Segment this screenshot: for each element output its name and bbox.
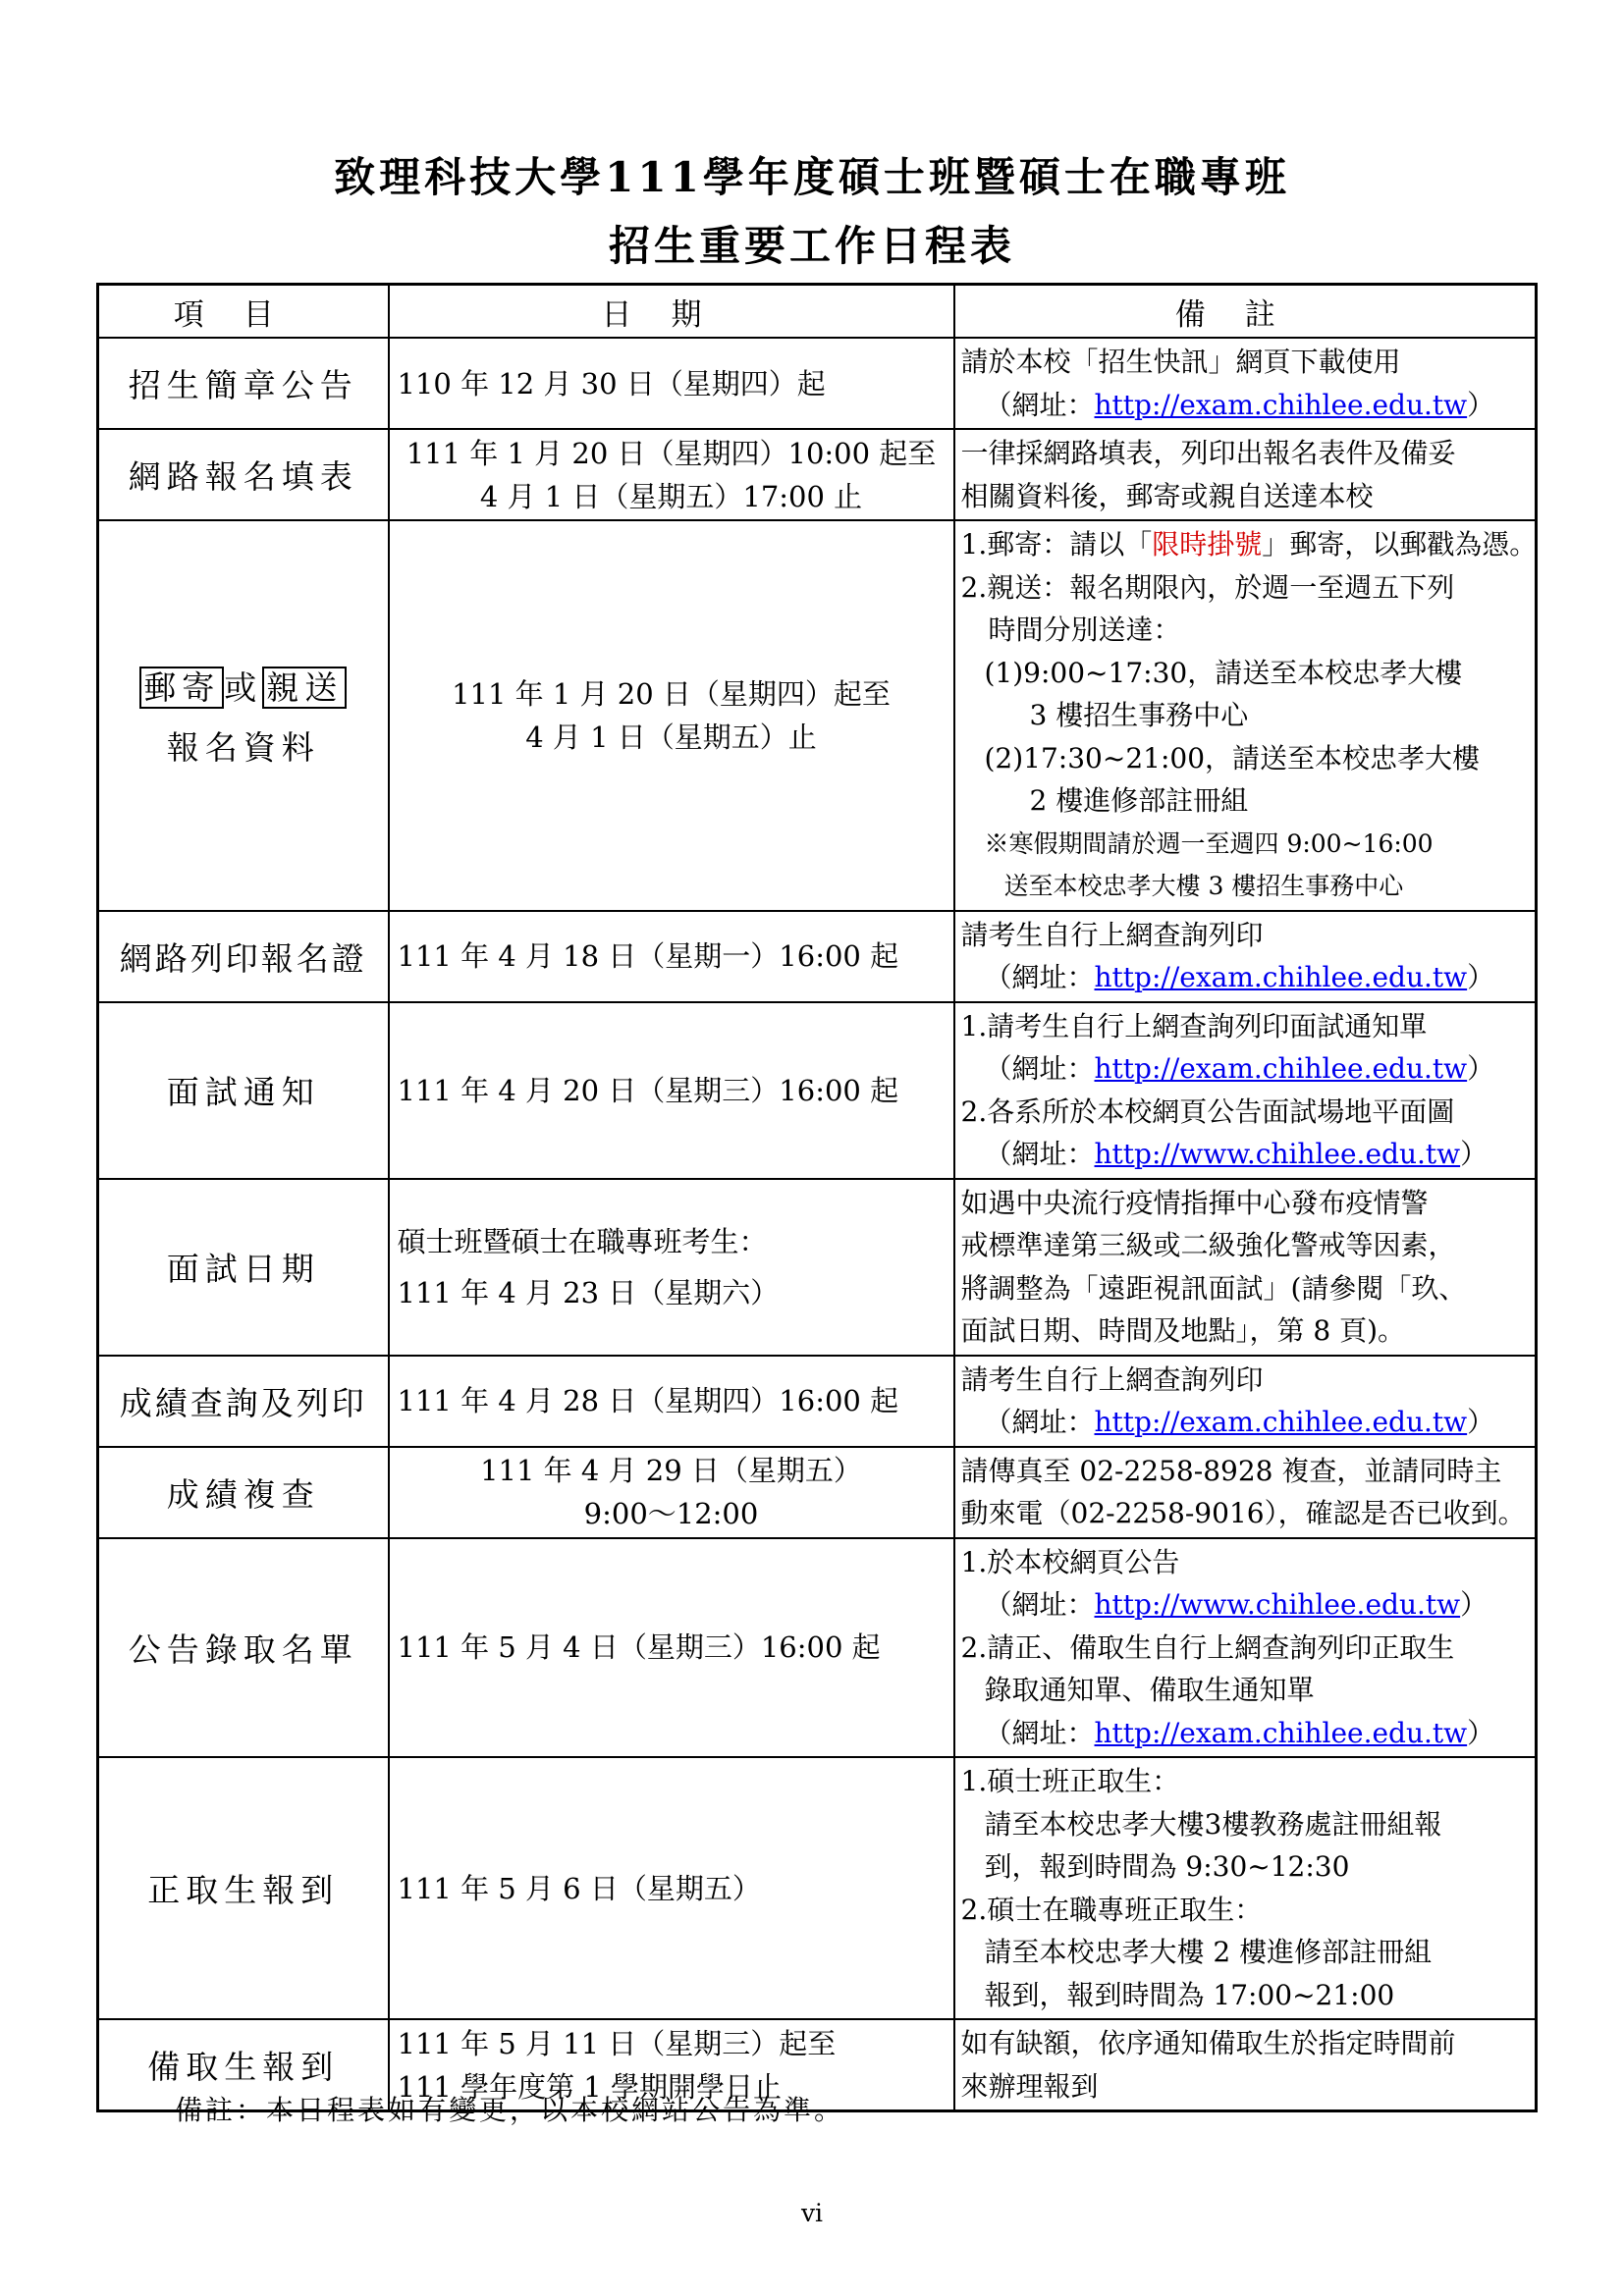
note-line: 請考生自行上網查詢列印 (960, 918, 1264, 951)
exam-url-link[interactable]: http://exam.chihlee.edu.tw (1094, 388, 1468, 421)
boxed-mail: 郵寄 (139, 667, 224, 709)
date-line: 111 年 5 月 6 日（星期五） (397, 1871, 761, 1905)
header-note: 備註 (954, 285, 1537, 339)
date-cell (389, 1757, 954, 2019)
exam-url-link[interactable]: http://exam.chihlee.edu.tw (1094, 961, 1468, 993)
note-line: 戒標準達第三級或二級強化警戒等因素， (960, 1229, 1456, 1261)
table-row (98, 1179, 1537, 1356)
note-line (961, 1133, 1532, 1176)
url-suffix: ） (1467, 1052, 1495, 1085)
note-line: 如有缺額，依序通知備取生於指定時間前 (960, 2027, 1456, 2059)
note-line: 2.親送：報名期限內，於週一至週五下列 (960, 570, 1455, 604)
note-line: 面試日期、時間及地點」，第 8 頁)。 (960, 1314, 1406, 1347)
item-cell: 面試日期 (98, 1179, 389, 1356)
note-cell (954, 2019, 1537, 2111)
note-cell (954, 1538, 1537, 1758)
url-prefix: （網址： (984, 1138, 1095, 1170)
item-cell: 成績查詢及列印 (98, 1356, 389, 1447)
date-cell (389, 338, 954, 429)
table-row (98, 911, 1537, 1002)
exam-url-link[interactable]: http://exam.chihlee.edu.tw (1094, 1406, 1468, 1438)
item-cell (98, 520, 389, 911)
www-url-link[interactable]: http://www.chihlee.edu.tw (1094, 1138, 1461, 1170)
date-line: 9:00～12:00 (583, 1497, 759, 1530)
item-cell: 面試通知 (98, 1002, 389, 1179)
note-cell (954, 520, 1537, 911)
table-row (98, 1757, 1537, 2019)
date-line: 111 年 5 月 11 日（星期三）起至 (397, 2026, 837, 2060)
note-line (961, 1401, 1532, 1444)
page-number: vi (800, 2199, 824, 2227)
note-line: 請至本校忠孝大樓 2 樓進修部註冊組 (984, 1936, 1433, 1968)
note-line: 請於本校「招生快訊」網頁下載使用 (960, 346, 1401, 378)
note-line (961, 384, 1532, 427)
note-line (960, 523, 1538, 566)
table-row (98, 1356, 1537, 1447)
item-cell: 公告錄取名單 (98, 1538, 389, 1758)
date-line: 111 年 4 月 28 日（星期四）16:00 起 (397, 1384, 899, 1417)
date-line: 111 年 5 月 4 日（星期三）16:00 起 (397, 1630, 881, 1665)
url-suffix: ） (1467, 388, 1495, 421)
note-line: 請至本校忠孝大樓3樓教務處註冊組報 (984, 1807, 1442, 1841)
registered-mail-highlight: 限時掛號 (1152, 528, 1263, 561)
date-cell (389, 429, 954, 520)
www-url-link[interactable]: http://www.chihlee.edu.tw (1094, 1588, 1461, 1621)
note-line: 來辦理報到 (960, 2069, 1099, 2103)
url-suffix: ） (1467, 1716, 1495, 1749)
header-item: 項目 (98, 285, 389, 339)
note-text: 1.郵寄：請以「 (960, 528, 1153, 561)
table-row (98, 1447, 1537, 1538)
note-line: 時間分別送達： (988, 614, 1181, 646)
note-cell (954, 1447, 1537, 1538)
note-line: 2.碩士在職專班正取生： (960, 1893, 1263, 1926)
url-prefix: （網址： (984, 961, 1095, 993)
item-cell: 招生簡章公告 (98, 338, 389, 429)
note-cell (954, 1356, 1537, 1447)
note-line: 3 樓招生事務中心 (1029, 699, 1249, 731)
note-line (961, 1712, 1532, 1755)
note-line: 送至本校忠孝大樓 3 樓招生事務中心 (1003, 872, 1404, 900)
document-title-line2: 招生重要工作日程表 (608, 222, 1015, 270)
date-line: 碩士班暨碩士在職專班考生： (397, 1224, 768, 1258)
date-cell (389, 1002, 954, 1179)
item-cell: 網路列印報名證 (98, 911, 389, 1002)
note-line: 2.各系所於本校網頁公告面試場地平面圖 (960, 1095, 1455, 1128)
date-line: 111 年 4 月 18 日（星期一）16:00 起 (397, 939, 899, 973)
note-line: (2)17:30~21:00，請送至本校忠孝大樓 (984, 741, 1481, 774)
url-prefix: （網址： (984, 1406, 1095, 1438)
table-row (98, 520, 1537, 911)
date-line: 4 月 1 日（星期五）17:00 止 (479, 479, 863, 513)
date-line: 111 年 4 月 20 日（星期三）16:00 起 (397, 1073, 899, 1107)
date-cell (389, 520, 954, 911)
note-line: ※寒假期間請於週一至週四 9:00~16:00 (984, 828, 1434, 858)
item-or: 或 (224, 667, 263, 707)
note-line: 請傳真至 02-2258-8928 複查，並請同時主 (960, 1454, 1502, 1487)
url-suffix: ） (1460, 1138, 1489, 1170)
table-row (98, 338, 1537, 429)
schedule-table (96, 283, 1538, 2112)
date-line: 110 年 12 月 30 日（星期四）起 (397, 366, 826, 400)
note-line: 動來電（02-2258-9016），確認是否已收到。 (960, 1497, 1526, 1529)
note-line: 到，報到時間為 9:30~12:30 (984, 1850, 1350, 1883)
footnote: 備註：本日程表如有變更，以本校網站公告為準。 (175, 2094, 845, 2126)
url-prefix: （網址： (984, 1052, 1095, 1085)
note-text: 」郵寄，以郵戳為憑。 (1262, 528, 1538, 561)
note-line: 請考生自行上網查詢列印 (960, 1362, 1264, 1396)
note-cell (954, 1179, 1537, 1356)
url-suffix: ） (1467, 961, 1495, 993)
date-cell (389, 1538, 954, 1758)
note-cell (954, 1002, 1537, 1179)
date-cell (389, 1356, 954, 1447)
date-cell (389, 911, 954, 1002)
date-line: 111 年 1 月 20 日（星期四）10:00 起至 (406, 436, 937, 470)
note-cell (954, 429, 1537, 520)
item-line (107, 663, 380, 709)
date-line: 111 年 4 月 23 日（星期六） (397, 1275, 780, 1309)
item-cell: 備取生報到 (98, 2019, 389, 2111)
table-header-row (98, 285, 1537, 339)
note-cell (954, 911, 1537, 1002)
note-line: 錄取通知單、備取生通知單 (984, 1674, 1315, 1706)
boxed-deliver: 親送 (262, 667, 347, 709)
note-line: 2 樓進修部註冊組 (1029, 784, 1249, 817)
item-line: 報名資料 (166, 727, 320, 767)
item-cell: 成績複查 (98, 1447, 389, 1538)
date-line: 111 學年度第 1 學期開學日止 (397, 2069, 782, 2104)
url-prefix: （網址： (984, 388, 1095, 421)
url-prefix: （網址： (984, 1588, 1095, 1621)
note-line: 1.於本校網頁公告 (960, 1545, 1180, 1578)
date-line: 4 月 1 日（星期五）止 (525, 720, 817, 754)
item-cell: 正取生報到 (98, 1757, 389, 2019)
note-line: 1.請考生自行上網查詢列印面試通知單 (960, 1009, 1428, 1042)
note-line: (1)9:00~17:30，請送至本校忠孝大樓 (984, 656, 1463, 689)
date-line: 111 年 4 月 29 日（星期五） (480, 1454, 862, 1487)
header-date: 日期 (389, 285, 954, 339)
item-cell: 網路報名填表 (98, 429, 389, 520)
note-line: 一律採網路填表，列印出報名表件及備妥 (960, 437, 1456, 469)
date-cell (389, 1179, 954, 1356)
exam-url-link[interactable]: http://exam.chihlee.edu.tw (1094, 1052, 1468, 1085)
note-line: 報到，報到時間為 17:00~21:00 (984, 1978, 1395, 2011)
note-line: 1.碩士班正取生： (960, 1765, 1180, 1797)
table-row (98, 1538, 1537, 1758)
note-line: 2.請正、備取生自行上網查詢列印正取生 (960, 1630, 1455, 1664)
url-suffix: ） (1460, 1588, 1489, 1621)
url-prefix: （網址： (984, 1716, 1095, 1749)
document-title-line1: 致理科技大學111學年度碩士班暨碩士在職專班 (334, 153, 1290, 201)
exam-url-link[interactable]: http://exam.chihlee.edu.tw (1094, 1716, 1468, 1749)
table-row (98, 1002, 1537, 1179)
table-row (98, 429, 1537, 520)
note-line (961, 956, 1532, 999)
date-cell (389, 1447, 954, 1538)
date-line: 111 年 1 月 20 日（星期四）起至 (452, 676, 891, 711)
note-cell (954, 1757, 1537, 2019)
note-line (961, 1047, 1532, 1091)
note-line (961, 1583, 1532, 1627)
url-suffix: ） (1467, 1406, 1495, 1438)
note-cell (954, 338, 1537, 429)
note-line: 如遇中央流行疫情指揮中心發布疫情警 (960, 1186, 1429, 1219)
note-line: 將調整為「遠距視訊面試」(請參閱「玖、 (960, 1271, 1467, 1305)
note-line: 相關資料後，郵寄或親自送達本校 (960, 479, 1374, 512)
